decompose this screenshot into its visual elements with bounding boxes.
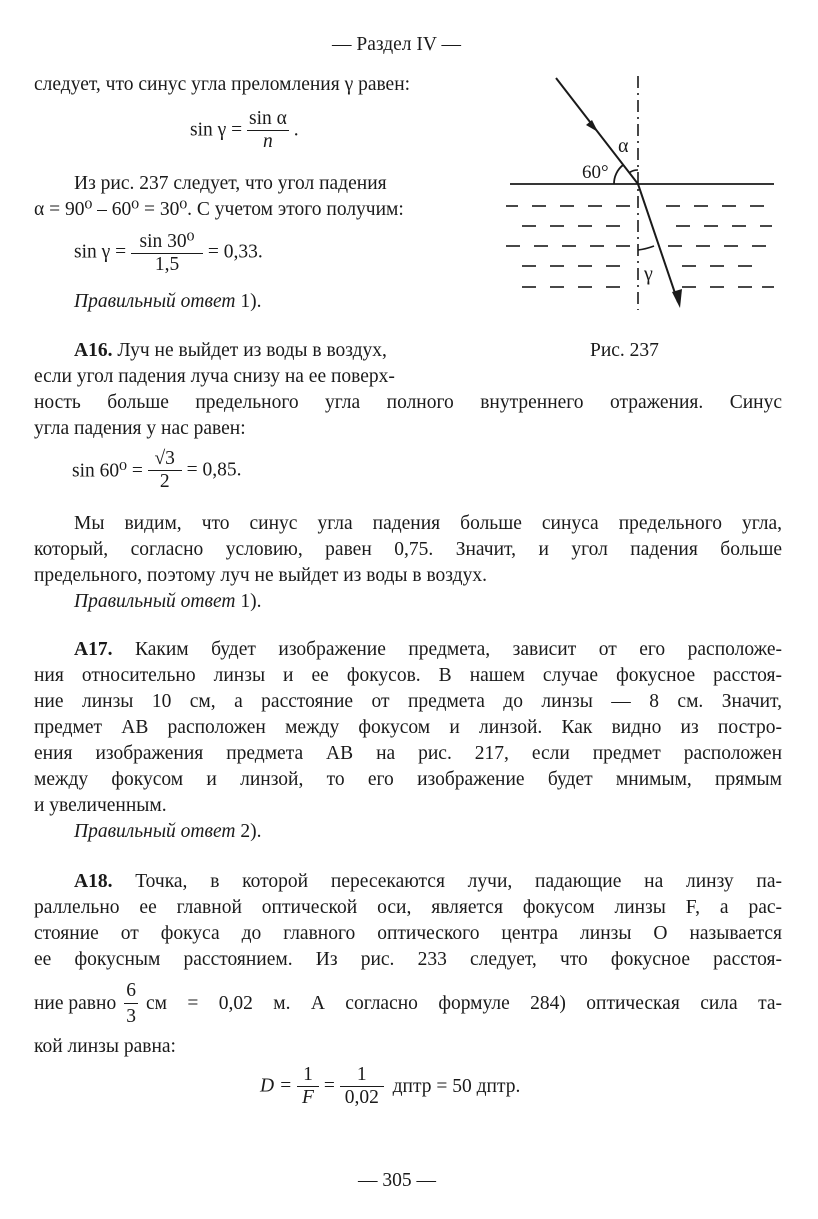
text-line: если угол падения луча снизу на ее поверх- — [34, 366, 395, 387]
formula-tail: . — [293, 119, 299, 141]
text-span: Точка, в которой пересекаются лучи, падающие на линзу па- — [112, 871, 782, 892]
answer-label: Правильный ответ — [74, 591, 236, 612]
figure-caption: Рис. 237 — [590, 340, 659, 361]
text-line: следует, что синус угла преломления γ равен: — [34, 74, 411, 95]
text-line: ния относительно линзы и ее фокусов. В нашем случае фокусное расстоя- — [34, 665, 782, 686]
answer-line — [74, 289, 261, 314]
fraction-numerator: 1 — [356, 1064, 367, 1085]
fraction-numerator: √3 — [154, 448, 175, 469]
text-span: ние равно — [34, 993, 117, 1014]
text-line: ность больше предельного угла полного внутреннего отражения. Синус — [34, 392, 782, 413]
answer-label: Правильный ответ — [74, 291, 236, 312]
incident-arrow-icon — [586, 120, 598, 132]
water-dashes — [506, 206, 774, 287]
fraction-denominator: 1,5 — [131, 253, 203, 276]
answer-line — [74, 589, 261, 614]
fraction-numerator: sin 30⁰ — [139, 231, 195, 252]
text-line: кой линзы равна: — [34, 1036, 176, 1057]
fraction-denominator: 2 — [148, 470, 182, 493]
text-line — [74, 637, 782, 662]
formula-tail: = 0,85. — [186, 459, 242, 481]
fraction-numerator: 1 — [303, 1064, 313, 1085]
fraction-denominator: 3 — [124, 1003, 138, 1029]
refraction-diagram — [496, 70, 786, 320]
formula-optical-power — [260, 1064, 520, 1109]
fraction-denominator: 0,02 — [340, 1086, 384, 1109]
gamma-label: γ — [644, 263, 653, 285]
answer-value: 1). — [235, 591, 262, 612]
refraction-figure — [496, 70, 786, 325]
fraction-denominator: F — [297, 1086, 319, 1109]
text-line: α = 90⁰ – 60⁰ = 30⁰. С учетом этого получим: — [34, 199, 404, 220]
text-line: раллельно ее главной оптической оси, является фокусом линзы F, а рас- — [34, 897, 782, 918]
formula-lhs: sin γ = — [74, 241, 127, 263]
text-line: Из рис. 237 следует, что угол падения — [74, 173, 387, 194]
text-line: который, согласно условию, равен 0,75. Значит, и угол падения больше — [34, 539, 782, 560]
formula-lhs: D = — [260, 1075, 293, 1097]
angle-60-label: 60° — [582, 162, 609, 183]
text-line: ения изображения предмета АВ на рис. 217, если предмет расположен — [34, 743, 782, 764]
fraction — [297, 1064, 319, 1109]
gamma-arc — [638, 246, 654, 250]
formula-sin-gamma-value — [74, 229, 263, 276]
problem-tag: А16. — [74, 340, 113, 361]
problem-tag: А17. — [74, 639, 113, 660]
fraction — [124, 978, 138, 1029]
fraction-numerator: 6 — [126, 980, 136, 1001]
text-span: см = 0,02 м. А согласно формуле 284) оптическая сила та- — [145, 993, 782, 1014]
text-line: угла падения у нас равен: — [34, 418, 246, 439]
text-line: предмет АВ расположен между фокусом и линзой. Как видно из постро- — [34, 717, 782, 738]
fraction — [340, 1064, 384, 1109]
text-line-with-fraction — [34, 978, 782, 1029]
fraction-numerator: sin α — [249, 108, 287, 129]
answer-line — [74, 819, 261, 844]
page-number: — 305 — — [358, 1170, 436, 1191]
text-line — [74, 869, 782, 894]
answer-label: Правильный ответ — [74, 821, 236, 842]
formula-lhs: sin γ = — [190, 119, 243, 141]
alpha-label: α — [618, 135, 629, 157]
fraction — [148, 448, 182, 493]
formula-sin60 — [72, 448, 241, 493]
angle-60-arc — [614, 165, 623, 184]
fraction-denominator: n — [247, 130, 289, 153]
text-line — [74, 338, 387, 363]
text-line: стояние от фокуса до главного оптического центра линзы O называется — [34, 923, 782, 944]
text-line: ее фокусным расстоянием. Из рис. 233 следует, что фокусное расстоя- — [34, 949, 782, 970]
formula-tail: дптр = 50 дптр. — [392, 1075, 521, 1097]
fraction — [247, 108, 289, 153]
fraction — [131, 229, 203, 276]
text-line: предельного, поэтому луч не выйдет из воды в воздух. — [34, 565, 487, 586]
answer-value: 1). — [235, 291, 262, 312]
formula-lhs: sin 60⁰ = — [72, 460, 143, 482]
text-span: Луч не выйдет из воды в воздух, — [112, 340, 387, 361]
answer-value: 2). — [235, 821, 262, 842]
alpha-arc — [629, 170, 638, 173]
text-line: и увеличенным. — [34, 795, 167, 816]
text-line: ние линзы 10 см, а расстояние от предмета до линзы — 8 см. Значит, — [34, 691, 782, 712]
text-line: Мы видим, что синус угла падения больше синуса предельного угла, — [74, 513, 782, 534]
problem-tag: А18. — [74, 871, 113, 892]
page-header: — Раздел IV — — [332, 34, 462, 55]
formula-tail: = 0,33. — [207, 241, 263, 263]
formula-equals: = — [323, 1075, 335, 1097]
refracted-arrow-icon — [672, 289, 682, 308]
text-line: между фокусом и линзой, то его изображение будет мнимым, прямым — [34, 769, 782, 790]
text-span: Каким будет изображение предмета, зависит от его расположе- — [112, 639, 782, 660]
formula-sin-gamma — [190, 108, 299, 153]
